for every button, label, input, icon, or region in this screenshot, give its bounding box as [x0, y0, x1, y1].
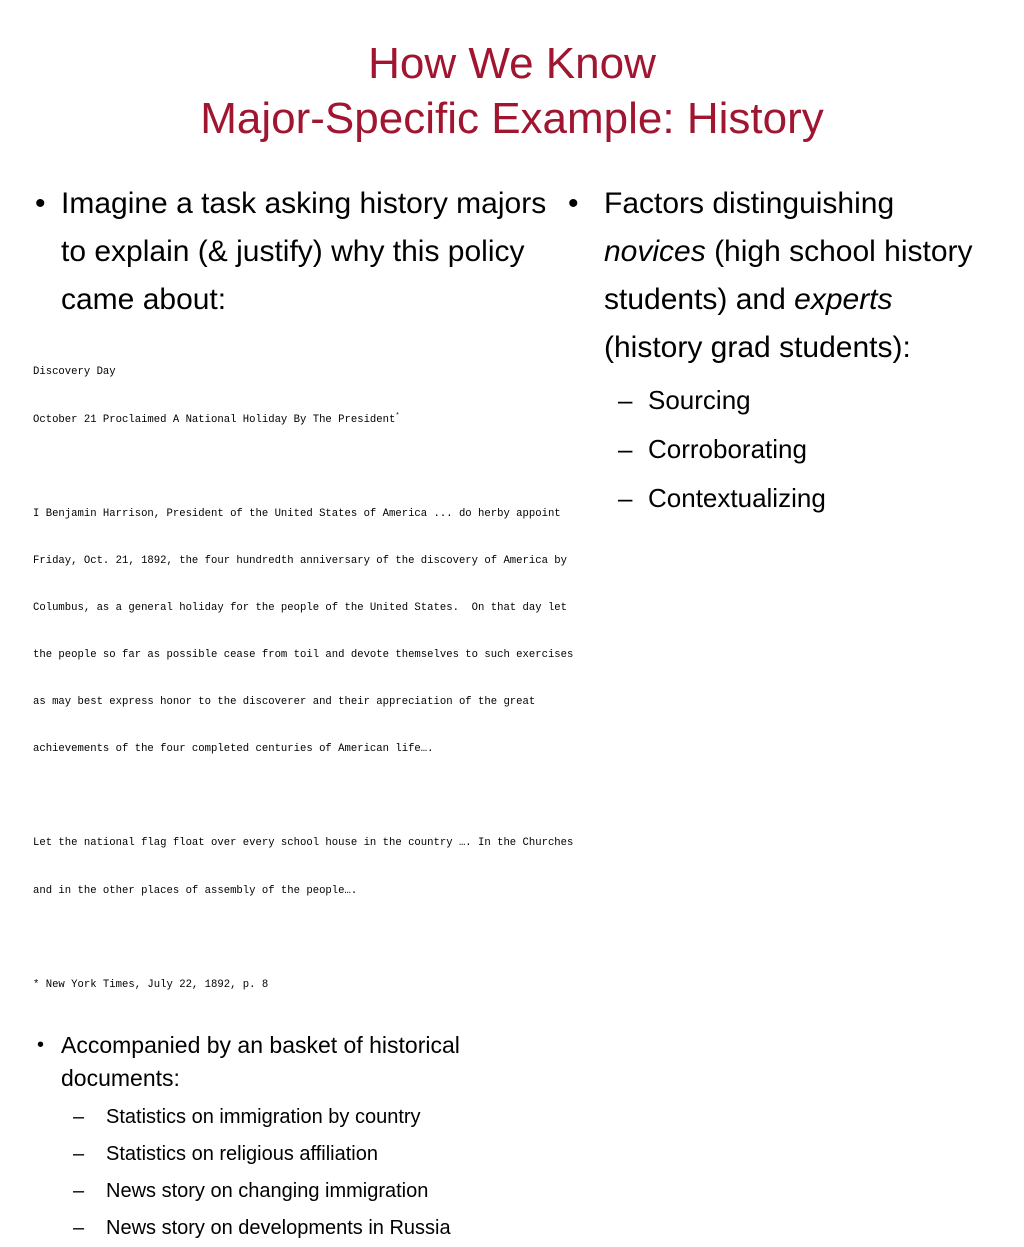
- document-para1-line: I Benjamin Harrison, President of the United States of America ... do herby appoint: [33, 507, 561, 520]
- list-item-text: News story on developments in Russia: [106, 1216, 451, 1239]
- historical-document-excerpt: [33, 334, 573, 1025]
- dash-icon: –: [73, 1179, 85, 1202]
- document-para1-line: Friday, Oct. 21, 1892, the four hundredth anniversary of the discovery of America by: [33, 554, 568, 567]
- dash-icon: –: [73, 1142, 85, 1165]
- bullet-dot-icon: •: [568, 187, 579, 220]
- list-item: [566, 474, 986, 523]
- list-item-text: Sourcing: [648, 385, 751, 415]
- dash-icon: –: [73, 1105, 85, 1128]
- document-para2-line: Let the national flag float over every school house in the country …. In the Churches: [33, 837, 574, 850]
- title-line-2: Major-Specific Example: History: [200, 94, 824, 143]
- document-heading-1: Discovery Day: [33, 366, 116, 379]
- document-para1-line: achievements of the four completed centuries of American life….: [33, 743, 434, 756]
- list-item-text: Contextualizing: [648, 483, 826, 513]
- factors-list: [566, 376, 986, 523]
- bullet-documents-text: Accompanied by an basket of historical documents:: [61, 1031, 460, 1091]
- list-item: [33, 1173, 573, 1210]
- document-heading-2: October 21 Proclaimed A National Holiday By The President: [33, 413, 396, 426]
- bullet-dot-icon: •: [37, 1033, 45, 1056]
- bullet-factors: [566, 180, 986, 372]
- dash-icon: –: [618, 385, 633, 415]
- dash-icon: –: [73, 1216, 85, 1239]
- experts-description: (history grad students):: [604, 331, 911, 364]
- document-heading-2-row: [33, 413, 573, 429]
- list-item: [33, 1210, 573, 1247]
- list-item-text: News story on changing immigration: [106, 1179, 429, 1202]
- novices-description: (high school history students) and: [604, 235, 973, 316]
- dash-icon: –: [618, 434, 633, 464]
- dash-icon: –: [618, 483, 633, 513]
- document-para2-line: and in the other places of assembly of the people….: [33, 884, 358, 897]
- bullet-task: [33, 180, 573, 324]
- factors-intro: Factors distinguishing: [604, 187, 895, 220]
- document-para1-line: as may best express honor to the discoverer and their appreciation of the great: [33, 696, 536, 709]
- list-item: [33, 1136, 573, 1173]
- document-para1-line: the people so far as possible cease from toil and devote themselves to such exercises: [33, 649, 574, 662]
- title-line-1: How We Know: [368, 39, 656, 88]
- document-footnote: * New York Times, July 22, 1892, p. 8: [33, 978, 269, 991]
- novices-term: novices: [604, 235, 706, 268]
- list-item-text: Corroborating: [648, 434, 807, 464]
- bullet-dot-icon: •: [35, 187, 46, 220]
- list-item-text: Statistics on immigration by country: [106, 1105, 421, 1128]
- footnote-mark: *: [395, 411, 400, 420]
- slide-title: [0, 36, 1024, 146]
- right-column: [566, 180, 986, 523]
- bullet-task-text: Imagine a task asking history majors to explain (& justify) why this policy came about:: [61, 187, 547, 316]
- list-item: [566, 425, 986, 474]
- list-item-text: Statistics on religious affiliation: [106, 1142, 378, 1165]
- documents-list: [33, 1099, 573, 1247]
- document-para1-line: Columbus, as a general holiday for the people of the United States. On that day let: [33, 601, 568, 614]
- left-column: [33, 180, 573, 1247]
- list-item: [33, 1099, 573, 1136]
- experts-term: experts: [794, 283, 893, 316]
- list-item: [566, 376, 986, 425]
- bullet-documents: [33, 1029, 573, 1095]
